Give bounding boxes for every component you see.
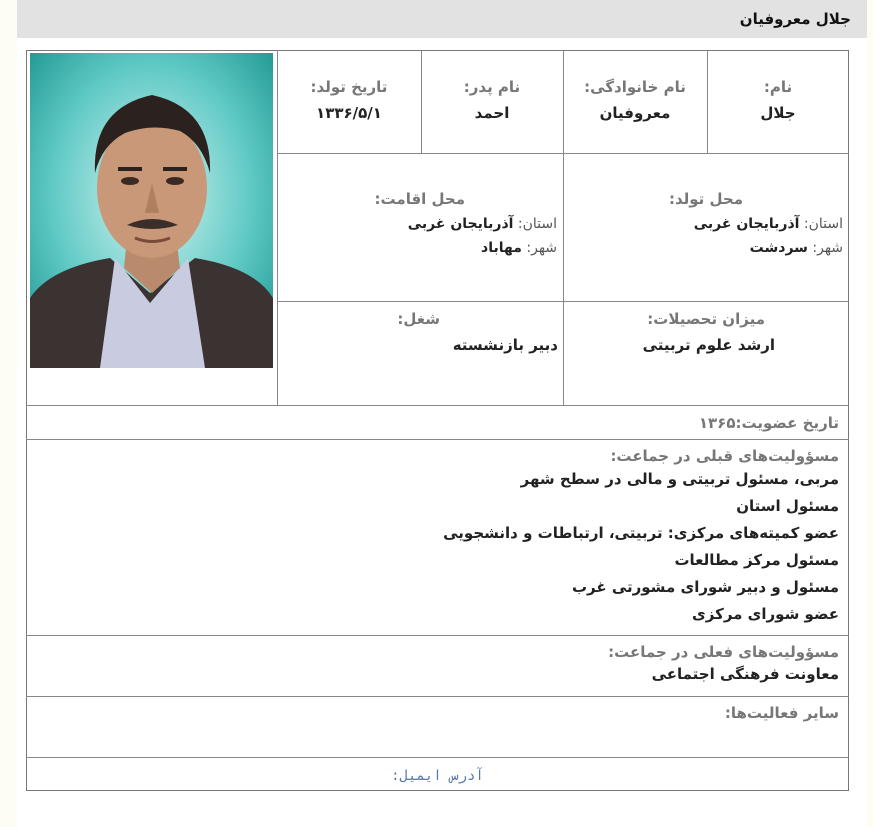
birth-date-value: ۱۳۳۶/۵/۱ xyxy=(316,104,382,122)
first-name-cell xyxy=(707,78,849,122)
past-roles-section xyxy=(26,447,849,628)
job-cell xyxy=(277,310,563,354)
birth-date-cell xyxy=(277,78,421,122)
divider xyxy=(26,439,849,440)
past-role-item: مسئول مرکز مطالعات xyxy=(674,551,839,569)
birth-place-cell xyxy=(563,190,849,256)
past-role-item: مربی، مسئول تربیتی و مالی در سطح شهر xyxy=(520,470,839,488)
divider xyxy=(277,153,849,154)
email-row xyxy=(26,765,849,784)
job-label: شغل: xyxy=(397,310,440,328)
past-roles-label: مسؤولیت‌های قبلی در جماعت: xyxy=(610,447,839,465)
page-title: جلال معروفیان xyxy=(17,0,867,38)
residence-city-key: شهر: xyxy=(526,240,557,256)
birth-city-value: سردشت xyxy=(749,240,808,256)
past-role-item: مسئول و دبیر شورای مشورتی غرب xyxy=(571,578,839,596)
birth-province-key: استان: xyxy=(803,216,843,232)
residence-label: محل اقامت: xyxy=(374,190,465,208)
birth-date-label: تاریخ تولد: xyxy=(310,78,388,96)
last-name-label: نام خانوادگی: xyxy=(584,78,686,96)
other-activities-section xyxy=(26,704,849,722)
divider xyxy=(26,635,849,636)
first-name-value: جلال xyxy=(760,104,796,122)
residence-province-value: آذربایجان غربی xyxy=(407,216,514,232)
last-name-value: معروفیان xyxy=(599,104,671,122)
past-role-item: عضو کمیته‌های مرکزی: تربیتی، ارتباطات و دانشجویی xyxy=(443,524,839,542)
birth-place-label: محل تولد: xyxy=(668,190,743,208)
education-value: ارشد علوم تربیتی xyxy=(642,336,775,354)
residence-province-key: استان: xyxy=(517,216,557,232)
last-name-cell xyxy=(563,78,707,122)
current-roles-label: مسؤولیت‌های فعلی در جماعت: xyxy=(608,643,839,661)
birth-province-value: آذربایجان غربی xyxy=(693,216,800,232)
profile-photo xyxy=(30,53,273,368)
father-name-cell xyxy=(421,78,563,122)
education-label: میزان تحصیلات: xyxy=(647,310,765,328)
job-value: دبیر بازنشسته xyxy=(452,336,558,354)
current-roles-section xyxy=(26,643,849,688)
past-role-item: مسئول استان xyxy=(736,497,839,515)
divider xyxy=(26,757,849,758)
membership-label: تاریخ عضویت: xyxy=(735,414,839,432)
divider xyxy=(26,696,849,697)
past-role-item: عضو شورای مرکزی xyxy=(692,605,839,623)
first-name-label: نام: xyxy=(763,78,793,96)
residence-cell xyxy=(277,190,563,256)
father-name-label: نام پدر: xyxy=(463,78,521,96)
divider xyxy=(26,405,849,406)
divider xyxy=(277,301,849,302)
birth-city-key: شهر: xyxy=(812,240,843,256)
education-cell xyxy=(563,310,849,354)
residence-city-value: مهاباد xyxy=(481,240,522,256)
membership-row xyxy=(26,413,849,432)
email-label[interactable]: آدرس ایمیل: xyxy=(391,768,484,784)
current-role-item: معاونت فرهنگی اجتماعی xyxy=(651,665,839,683)
membership-value: ۱۳۶۵ xyxy=(698,414,736,432)
other-activities-label: سایر فعالیت‌ها: xyxy=(724,704,839,722)
father-name-value: احمد xyxy=(474,104,510,122)
